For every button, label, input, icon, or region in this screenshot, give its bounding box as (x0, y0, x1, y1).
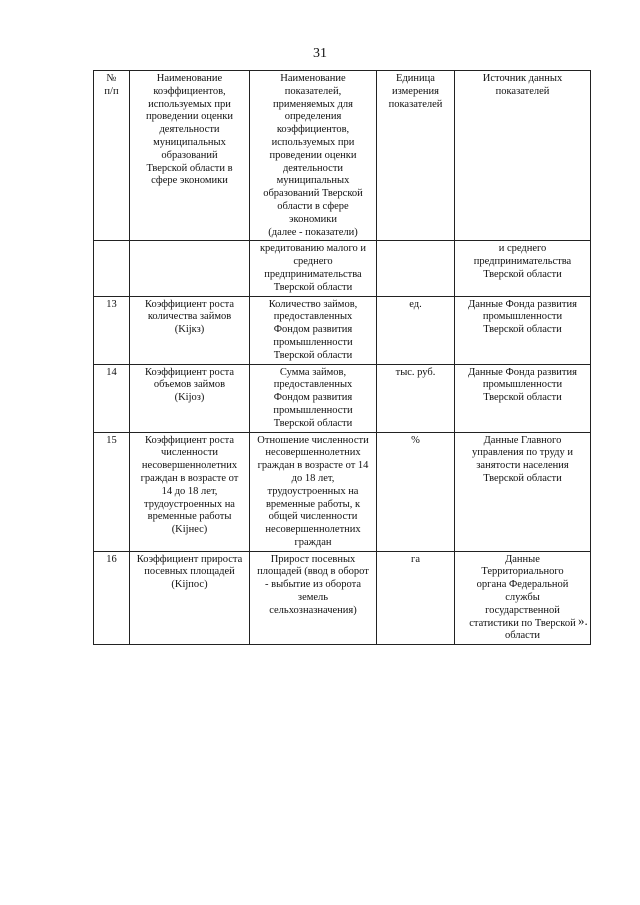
cell-number: 13 (94, 296, 130, 364)
table-row (94, 432, 591, 551)
table-row (94, 296, 591, 364)
page-number: 31 (313, 46, 327, 61)
cell-source: Данные Территориального органа Федеральной службы государственной статистики по Тверской области (455, 551, 591, 645)
header-number: № п/п (94, 71, 130, 241)
table-row (94, 241, 591, 296)
cell-indicator: Отношение численности несовершеннолетних граждан в возрасте от 14 до 18 лет, трудоустроенных на временные работы, к общей численности несовершеннолетних граждан (250, 432, 377, 551)
table-header-row (94, 71, 591, 241)
cell-indicator: кредитованию малого и среднего предпринимательства Тверской области (250, 241, 377, 296)
cell-coefficient: Коэффициент роста численности несовершеннолетних граждан в возрасте от 14 до 18 лет, трудоустроенных на временные работы (Kijнес) (130, 432, 250, 551)
cell-unit: тыс. руб. (377, 364, 455, 432)
cell-coefficient: Коэффициент роста объемов займов (Kijоз) (130, 364, 250, 432)
cell-indicator: Сумма займов, предоставленных Фондом развития промышленности Тверской области (250, 364, 377, 432)
cell-coefficient: Коэффициент прироста посевных площадей (Kijпос) (130, 551, 250, 645)
table-row (94, 551, 591, 645)
table-row (94, 364, 591, 432)
cell-indicator: Прирост посевных площадей (ввод в оборот - выбытие из оборота земель сельхозназначения) (250, 551, 377, 645)
cell-number: 15 (94, 432, 130, 551)
cell-source: Данные Фонда развития промышленности Тверской области (455, 296, 591, 364)
cell-number: 16 (94, 551, 130, 645)
cell-coefficient: Коэффициент роста количества займов (Kijкз) (130, 296, 250, 364)
cell-coefficient (130, 241, 250, 296)
cell-number: 14 (94, 364, 130, 432)
cell-source: Данные Главного управления по труду и занятости населения Тверской области (455, 432, 591, 551)
cell-number (94, 241, 130, 296)
cell-source: Данные Фонда развития промышленности Тверской области (455, 364, 591, 432)
closing-quote-mark: ». (578, 613, 588, 628)
cell-unit: ед. (377, 296, 455, 364)
cell-unit: га (377, 551, 455, 645)
coefficients-table (93, 70, 591, 645)
header-source: Источник данных показателей (455, 71, 591, 241)
header-coefficient-name: Наименование коэффициентов, используемых при проведении оценки деятельности муниципальных образований Тверской области в сфере экономики (130, 71, 250, 241)
header-unit: Единица измерения показателей (377, 71, 455, 241)
cell-source: и среднего предпринимательства Тверской области (455, 241, 591, 296)
header-indicator-name: Наименование показателей, применяемых для определения коэффициентов, используемых при проведении оценки деятельности муниципальных образований Тверской области в сфере экономики (далее - показатели) (250, 71, 377, 241)
cell-unit: % (377, 432, 455, 551)
cell-indicator: Количество займов, предоставленных Фондом развития промышленности Тверской области (250, 296, 377, 364)
cell-unit (377, 241, 455, 296)
